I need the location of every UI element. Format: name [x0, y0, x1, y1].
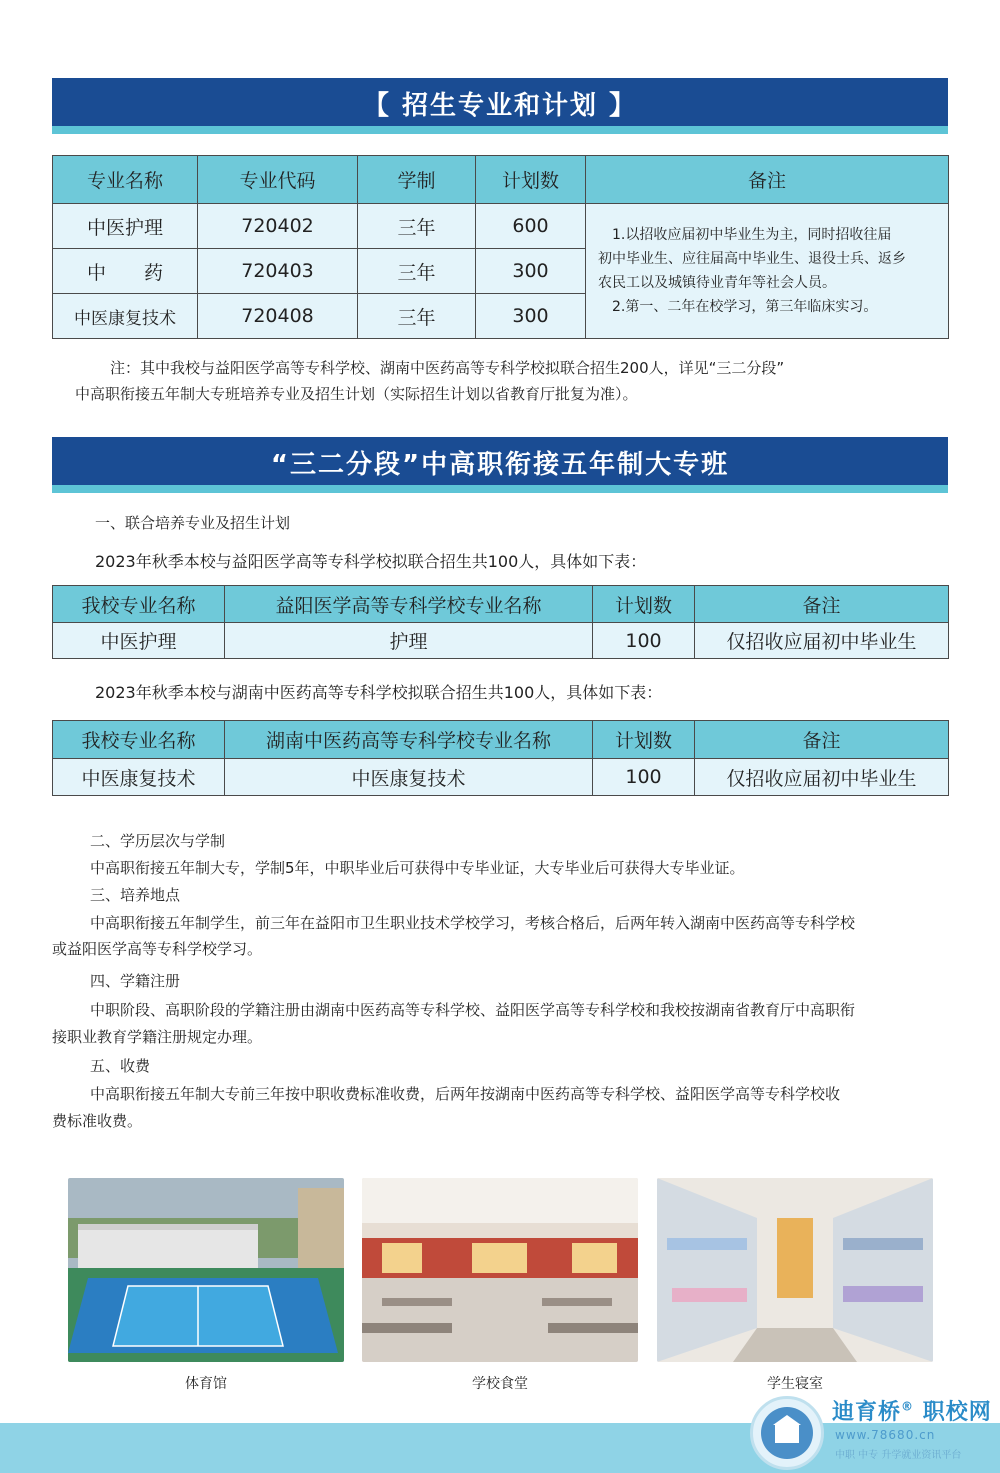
- header-cell: 计划数: [476, 156, 586, 204]
- section1-banner-accent: [52, 126, 948, 134]
- joint-plan-table-hunan: [52, 720, 949, 796]
- section2-title: “三二分段”中高职衔接五年制大专班: [270, 449, 730, 480]
- remark-cell: [586, 204, 949, 339]
- body-text: 中高职衔接五年制大专，学制5年，中职毕业后可获得中专毕业证，大专毕业后可获得大专毕业证。: [90, 859, 745, 877]
- watermark-brand-name: 迪育桥: [832, 1400, 902, 1425]
- remark-line: 2.第一、二年在校学习，第三年临床实习。: [598, 299, 878, 315]
- section1-banner: [52, 78, 948, 128]
- intro-text: 2023年秋季本校与湖南中医药高等专科学校拟联合招生共100人，具体如下表：: [95, 683, 663, 702]
- table-row: [53, 623, 949, 659]
- header-cell: 专业名称: [53, 156, 198, 204]
- photo-caption: 学校食堂: [472, 1376, 528, 1392]
- major-code: 720408: [198, 294, 358, 339]
- subheading: 二、学历层次与学制: [90, 832, 226, 850]
- header-cell: 我校专业名称: [53, 586, 225, 623]
- watermark-url: www.78680.cn: [835, 1428, 936, 1442]
- major-code: 720402: [198, 204, 358, 249]
- header-cell: 备注: [695, 721, 949, 759]
- table-row: [53, 204, 949, 249]
- plan-count: 100: [593, 623, 695, 659]
- header-cell: 益阳医学高等专科学校专业名称: [225, 586, 593, 623]
- watermark-reg-mark: ®: [901, 1399, 915, 1414]
- table-header-row: [53, 721, 949, 759]
- canteen-photo: [362, 1178, 638, 1362]
- subheading: 三、培养地点: [90, 886, 181, 904]
- note-line: 中高职衔接五年制大专班培养专业及招生计划（实际招生计划以省教育厅批复为准）。: [75, 385, 638, 403]
- partner-major: 护理: [225, 623, 593, 659]
- body-text: 接职业教育学籍注册规定办理。: [52, 1028, 263, 1046]
- major-name: 中医护理: [53, 204, 198, 249]
- section2-banner: [52, 437, 948, 487]
- duration: 三年: [358, 204, 476, 249]
- body-text: 或益阳医学高等专科学校学习。: [52, 940, 263, 958]
- table-header-row: [53, 156, 949, 204]
- intro-text: 2023年秋季本校与益阳医学高等专科学校拟联合招生共100人，具体如下表：: [95, 552, 647, 571]
- major-name: 中 药: [53, 249, 198, 294]
- subheading: 四、学籍注册: [90, 972, 181, 990]
- header-cell: 我校专业名称: [53, 721, 225, 759]
- partner-major: 中医康复技术: [225, 759, 593, 796]
- remark: 仅招收应届初中毕业生: [695, 623, 949, 659]
- major-name: 中医康复技术: [53, 294, 198, 339]
- body-text: 中职阶段、高职阶段的学籍注册由湖南中医药高等专科学校、益阳医学高等专科学校和我校按湖南省教育厅中高职衔: [90, 1001, 856, 1019]
- body-text: 中高职衔接五年制学生，前三年在益阳市卫生职业技术学校学习，考核合格后，后两年转入湖南中医药高等专科学校: [90, 914, 856, 932]
- table-header-row: [53, 586, 949, 623]
- plan-count: 300: [476, 249, 586, 294]
- watermark-brand-suffix: 职校网: [922, 1400, 992, 1425]
- header-cell: 计划数: [593, 721, 695, 759]
- header-cell: 学制: [358, 156, 476, 204]
- enrollment-plan-table: [52, 155, 949, 339]
- plan-count: 600: [476, 204, 586, 249]
- gym-photo: [68, 1178, 344, 1362]
- subheading: 五、收费: [90, 1057, 151, 1075]
- body-text: 中高职衔接五年制大专前三年按中职收费标准收费，后两年按湖南中医药高等专科学校、益阳医学高等专科学校收: [90, 1085, 841, 1103]
- our-major: 中医护理: [53, 623, 225, 659]
- joint-plan-table-yiyang: [52, 585, 949, 659]
- section1-title: 【 招生专业和计划 】: [362, 90, 638, 121]
- section2-banner-accent: [52, 485, 948, 493]
- header-cell: 备注: [586, 156, 949, 204]
- photo-caption: 体育馆: [185, 1376, 227, 1392]
- watermark-brand: [832, 1395, 992, 1426]
- major-code: 720403: [198, 249, 358, 294]
- remark: 仅招收应届初中毕业生: [695, 759, 949, 796]
- plan-count: 300: [476, 294, 586, 339]
- header-cell: 备注: [695, 586, 949, 623]
- dormitory-photo: [657, 1178, 933, 1362]
- subheading: 一、联合培养专业及招生计划: [95, 514, 291, 532]
- duration: 三年: [358, 249, 476, 294]
- remark-line: 初中毕业生、应往届高中毕业生、退役士兵、返乡: [598, 251, 906, 267]
- duration: 三年: [358, 294, 476, 339]
- watermark-slogan: 中职 中专 升学就业资讯平台: [835, 1450, 962, 1461]
- remark-line: 1.以招收应届初中毕业生为主，同时招收往届: [598, 227, 892, 243]
- our-major: 中医康复技术: [53, 759, 225, 796]
- header-cell: 计划数: [593, 586, 695, 623]
- remark-line: 农民工以及城镇待业青年等社会人员。: [598, 275, 836, 291]
- body-text: 费标准收费。: [52, 1112, 143, 1130]
- photo-caption: 学生寝室: [767, 1376, 823, 1392]
- table-row: [53, 759, 949, 796]
- note-line: 注：其中我校与益阳医学高等专科学校、湖南中医药高等专科学校拟联合招生200人，详见“三二分段”: [110, 359, 785, 377]
- plan-count: 100: [593, 759, 695, 796]
- header-cell: 专业代码: [198, 156, 358, 204]
- watermark-logo-icon: [750, 1396, 824, 1470]
- header-cell: 湖南中医药高等专科学校专业名称: [225, 721, 593, 759]
